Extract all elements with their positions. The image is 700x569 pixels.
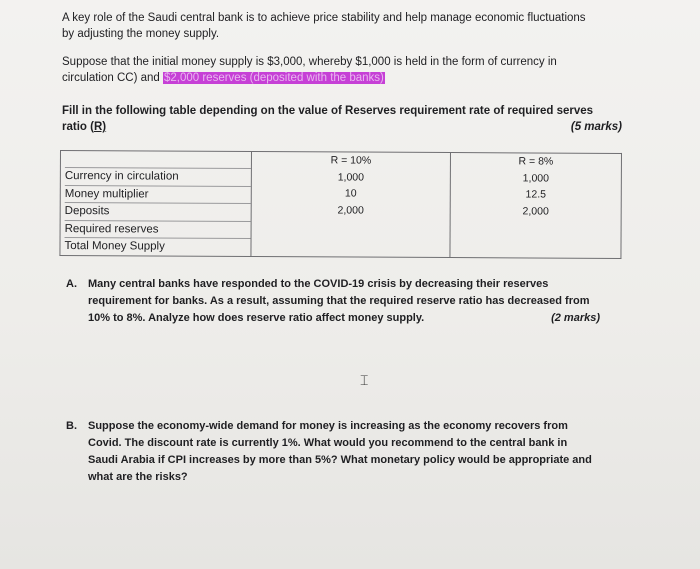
row-label-multiplier: Money multiplier	[65, 186, 251, 204]
r8-deposits-value: 2,000	[522, 204, 549, 218]
r10-currency-value: 1,000	[337, 170, 365, 184]
suppose-line-1: Suppose that the initial money supply is $3,000, whereby $1,000 is held in the form of currency in	[62, 56, 557, 68]
column-r8	[450, 153, 622, 258]
r8-multiplier-value: 12.5	[525, 188, 547, 201]
question-a-line-2: requirement for banks. As a result, assuming that the required reserve ratio has decreased from	[88, 295, 590, 307]
column-r10	[251, 152, 451, 258]
question-a-line-1: Many central banks have responded to the COVID-19 crisis by decreasing their reserves	[88, 278, 549, 290]
row-label-required-reserves: Required reserves	[65, 221, 251, 239]
column-r10-header: R = 10%	[330, 154, 372, 167]
intro-line-2: by adjusting the money supply.	[62, 28, 220, 40]
question-b-letter: B.	[66, 420, 77, 432]
instruction-paragraph	[62, 103, 622, 135]
question-a-line-3: 10% to 8%. Analyze how does reserve ratio affect money supply. (2 marks)	[88, 310, 622, 327]
row-label-currency: Currency in circulation	[65, 168, 251, 186]
highlighted-reserves-text: $2,000 reserves (deposited with the banks)	[163, 72, 384, 84]
instruction-line-1: Fill in the following table depending on the value of Reserves requirement rate of required serves	[62, 105, 594, 117]
question-b	[66, 418, 626, 486]
r10-multiplier-value: 10	[344, 187, 357, 200]
row-label-deposits: Deposits	[65, 203, 251, 221]
instruction-marks: (5 marks)	[570, 121, 622, 133]
suppose-paragraph	[62, 54, 557, 86]
question-b-line-4: what are the risks?	[88, 471, 188, 483]
row-labels-cell	[60, 151, 252, 256]
r10-deposits-value: 2,000	[337, 203, 364, 217]
row-label-spacer	[65, 151, 251, 169]
column-r8-header: R = 8%	[518, 155, 554, 168]
question-a	[66, 276, 622, 327]
suppose-line-2	[62, 70, 557, 86]
instruction-ratio-prefix: ratio (	[62, 121, 94, 133]
question-b-line-1: Suppose the economy-wide demand for money is increasing as the economy recovers from	[88, 420, 568, 432]
instruction-line-2	[62, 119, 622, 135]
question-b-line-3: Saudi Arabia if CPI increases by more than 5%? What monetary policy would be appropriate and	[88, 454, 592, 466]
intro-line-1: A key role of the Saudi central bank is to achieve price stability and help manage economic fluctuations	[62, 12, 586, 24]
question-a-letter: A.	[66, 278, 77, 290]
text-cursor-icon: ⌶	[360, 373, 369, 389]
question-a-marks: (2 marks)	[551, 312, 600, 324]
question-b-line-2: Covid. The discount rate is currently 1%. What would you recommend to the central bank in	[88, 437, 568, 449]
suppose-line-2-prefix: circulation CC) and	[62, 72, 163, 84]
row-label-total-money-supply: Total Money Supply	[64, 240, 165, 253]
instruction-ratio-symbol: R)	[93, 121, 107, 133]
r8-currency-value: 1,000	[522, 171, 550, 185]
intro-paragraph	[62, 10, 586, 42]
table-main-row	[60, 151, 622, 258]
reserves-table	[59, 150, 622, 258]
